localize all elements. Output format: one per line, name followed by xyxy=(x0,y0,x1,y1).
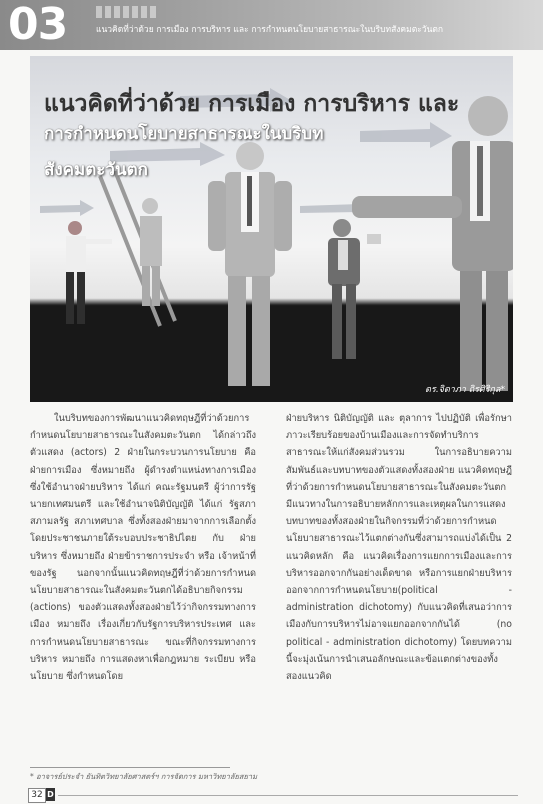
footnote: * อาจารย์ประจำ ยันทิตวิทยาลัยศาสตร์ฯ การจัดการ มหาวิทยาลัยสยาม xyxy=(30,772,258,781)
page-number: 32 xyxy=(28,788,46,803)
footnote-rule xyxy=(30,767,230,768)
hero-illustration xyxy=(30,56,513,402)
paragraph-right: ฝ่ายบริหาร นิติบัญญัติ และ ตุลาการ ไปปฏิบัติ เพื่อรักษาภาวะเรียบร้อยของบ้านเมืองและการจัดทำบริการสาธารณะให้แก่สังคมส่วนรวม ในการอธิบายความสัมพันธ์และบทบาทของตัวแสดงทั้งสองฝ่าย แนวคิดทฤษฎีที่ว่าด้วยการกำหนดนโยบายสาธารณะในสังคมตะวันตก มีแนวทางในการอธิบายหลักการและเหตุผลในการแสดงบทบาทของทั้งสองฝ่ายในกิจกรรมที่ว่าด้วยการกำหนดนโยบายสาธารณะไว้แตกต่างกันซึ่งสามารถแบ่งได้เป็น 2 แนวคิดหลัก คือ แนวคิดเรื่องการแยกการเมืองและการบริหารออกจากกันอย่างเด็ดขาด หรือการแยกฝ่ายบริหารออกจากการกำหนดนโยบาย(political - administration dichotomy) กับแนวคิดที่เสนอว่าการเมืองกับการบริหารไม่อาจแยกออกจากกันได้ (no political - administration dichotomy) โดยบทความนี้จะมุ่งเน้นการนำเสนอลักษณะและข้อแตกต่างของทั้งสองแนวคิด xyxy=(286,413,512,683)
chapter-number: 03 xyxy=(8,0,68,50)
body-column-left xyxy=(30,410,256,685)
article-title-line-3: สังคมตะวันตก xyxy=(44,160,148,180)
chapter-header xyxy=(0,0,543,50)
header-decoration xyxy=(96,6,156,18)
paragraph-left: ในบริบทของการพัฒนาแนวคิดทฤษฎีที่ว่าด้วยการกำหนดนโยบายสาธารณะในสังคมตะวันตก ได้กล่าวถึง ตัวแสดง (actors) 2 ฝ่ายในกระบวนการนโยบาย คือ ฝ่ายการเมือง ซึ่งหมายถึง ผู้ดำรงตำแหน่งทางการเมือง ซึ่งใช้อำนาจฝ่ายบริหาร ได้แก่ คณะรัฐมนตรี ผู้ว่าการรัฐ นายกเทศมนตรี และใช้อำนาจนิติบัญญัติ ได้แก่ รัฐสภา สภามลรัฐ สภาเทศบาล ซึ่งทั้งสองฝ่ายมาจากการเลือกตั้งโดยประชาชนภายใต้ระบอบประชาธิปไตย กับ ฝ่ายบริหาร ซึ่งหมายถึง ฝ่ายข้าราชการประจำ หรือ เจ้าหน้าที่ของรัฐ นอกจากนั้นแนวคิดทฤษฎีที่ว่าด้วยการกำหนดนโยบายสาธารณะในสังคมตะวันตกได้อธิบายกิจกรรม (actions) ของตัวแสดงทั้งสองฝ่ายไว้ว่ากิจกรรมทางการเมือง หมายถึง เรื่องเกี่ยวกับรัฐการบริหารประเทศ และการกำหนดนโยบายสาธารณะ ขณะที่กิจกรรมทางการบริหาร หมายถึง การแสดงหาเพื่อกฎหมาย ระเบียบ หรือ นโยบาย ซึ่งกำหนดโดย xyxy=(30,413,256,683)
running-title: แนวคิดที่ว่าด้วย การเมือง การบริหาร และ การกำหนดนโยบายสาธารณะในบริบทสังคมตะวันตก xyxy=(96,25,444,35)
article-title-line-2: การกำหนดนโยบายสาธารณะในบริบท xyxy=(44,124,324,144)
page-mark: D xyxy=(47,790,54,799)
body-column-right xyxy=(286,410,512,685)
footer-rule xyxy=(58,795,518,796)
author-credit: ดร.จิดาภา ถิรศิริกุล* xyxy=(425,385,505,395)
article-title-line-1: แนวคิดที่ว่าด้วย การเมือง การบริหาร และ xyxy=(44,91,460,117)
